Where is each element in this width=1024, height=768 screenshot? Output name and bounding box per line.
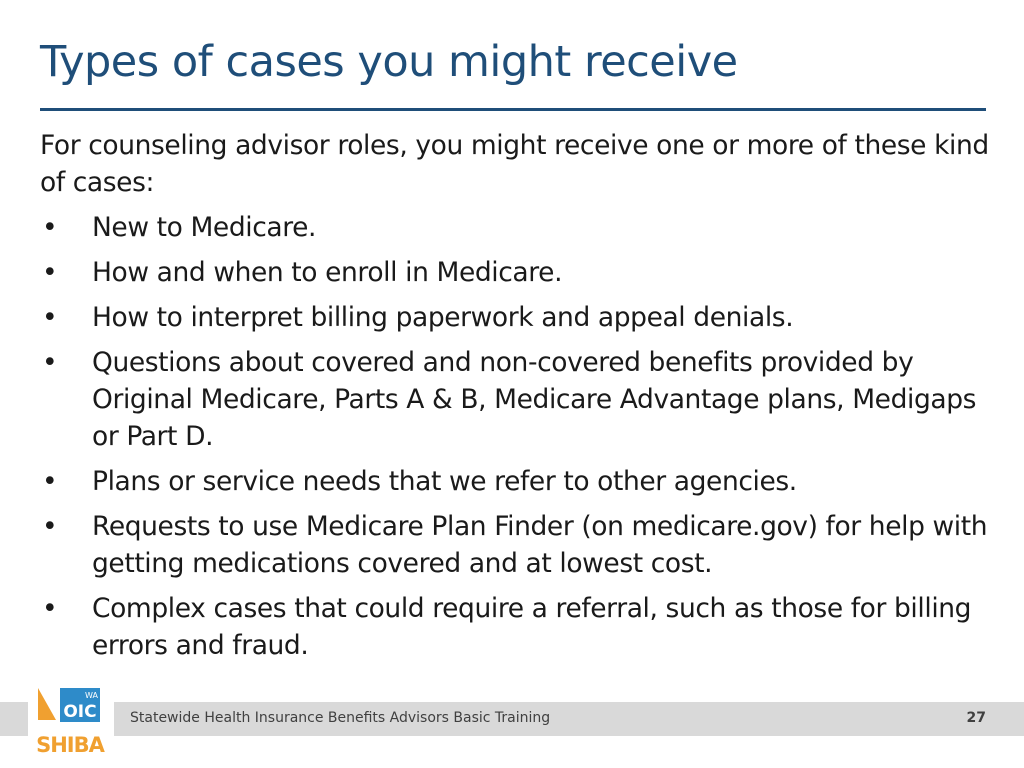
- footer-bar: [114, 702, 1024, 736]
- bullet-icon: •: [42, 593, 58, 624]
- intro-text: For counseling advisor roles, you might receive one or more of these kind of cases:: [40, 130, 989, 198]
- list-item-text: Requests to use Medicare Plan Finder (on medicare.gov) for help with getting medications covered and at lowest cost.: [92, 511, 988, 579]
- list-item-text: Plans or service needs that we refer to other agencies.: [92, 466, 797, 497]
- bullet-icon: •: [42, 511, 58, 542]
- list-item: [40, 590, 990, 664]
- logo-graphic: [34, 686, 108, 760]
- title-underline: [40, 108, 986, 111]
- bullet-icon: •: [42, 347, 58, 378]
- list-item: [40, 508, 990, 582]
- case-types-list: [40, 209, 990, 664]
- list-item-text: New to Medicare.: [92, 212, 317, 243]
- list-item-text: How and when to enroll in Medicare.: [92, 257, 563, 288]
- logo-state-text: WA: [85, 691, 98, 700]
- logo-program-text: SHIBA: [36, 733, 104, 757]
- list-item-text: Questions about covered and non-covered benefits provided by Original Medicare, Parts A & B, Medicare Advantage plans, Medigaps or Part D.: [92, 347, 977, 452]
- oic-shiba-logo-icon: [34, 686, 108, 760]
- list-item: [40, 344, 990, 455]
- bullet-icon: •: [42, 302, 58, 333]
- footer-text: Statewide Health Insurance Benefits Advisors Basic Training: [130, 710, 551, 726]
- bullet-icon: •: [42, 257, 58, 288]
- list-item: [40, 463, 990, 500]
- bullet-icon: •: [42, 212, 58, 243]
- list-item: [40, 209, 990, 246]
- list-item: [40, 254, 990, 291]
- logo-org-text: OIC: [63, 702, 97, 722]
- list-item: [40, 299, 990, 336]
- logo-orange-shape: [38, 688, 56, 720]
- slide-title: Types of cases you might receive: [40, 37, 738, 87]
- page-number: 27: [966, 710, 986, 726]
- bullet-icon: •: [42, 466, 58, 497]
- footer-bar-left: [0, 702, 28, 736]
- slide-body: [40, 127, 990, 672]
- list-item-text: Complex cases that could require a referral, such as those for billing errors and fraud.: [92, 593, 972, 661]
- list-item-text: How to interpret billing paperwork and appeal denials.: [92, 302, 794, 333]
